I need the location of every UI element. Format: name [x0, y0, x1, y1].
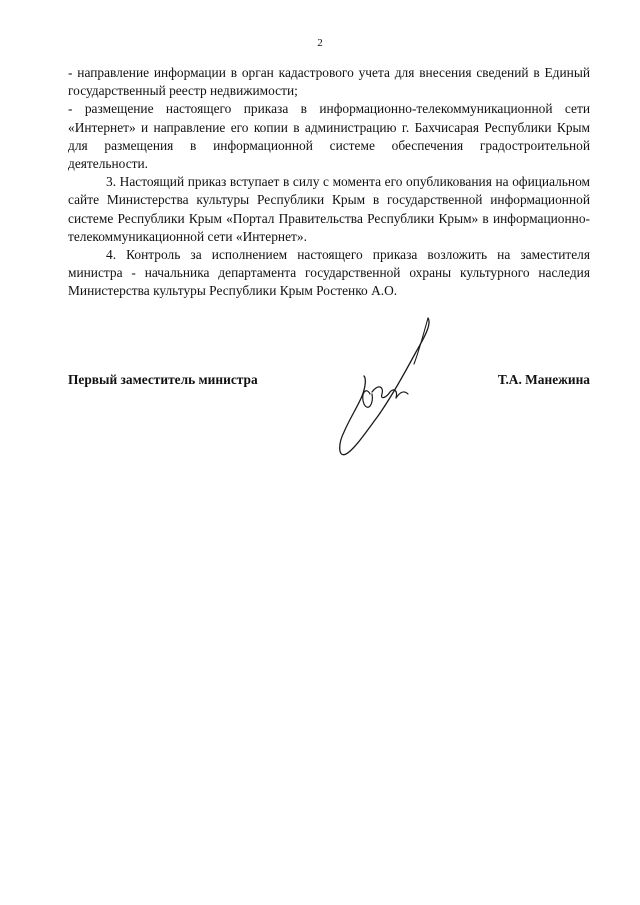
handwritten-signature-icon — [332, 312, 442, 462]
page-number: 2 — [317, 37, 323, 49]
signatory-name: Т.А. Манежина — [497, 372, 590, 387]
paragraph-order-publication: - размещение настоящего приказа в информационно-телекоммуникационной сети «Интернет» и направление его копии в администрацию г. Бахчисарая Республики Крым для размещения в информационной системе обеспечения градостроительной деятельности. — [68, 101, 590, 172]
signatory-role: Первый заместитель министра — [68, 372, 258, 387]
paragraph-item-4: 4. Контроль за исполнением настоящего приказа возложить на заместителя министра - начальника департамента государственной охраны культурного наследия Министерства культуры Республики Крым Ростенко А.О. — [68, 247, 590, 299]
signature-block — [68, 372, 590, 392]
document-body — [68, 64, 590, 301]
paragraph-item-3: 3. Настоящий приказ вступает в силу с момента его опубликования на официальном сайте Министерства культуры Республики Крым в государственной информационной системе Республики Крым «Портал Правительства Республики Крым» в информационно-телекоммуникационной сети «Интернет». — [68, 174, 590, 244]
paragraph-cadastral-info: - направление информации в орган кадастрового учета для внесения сведений в Единый государственный реестр недвижимости; — [68, 65, 590, 99]
